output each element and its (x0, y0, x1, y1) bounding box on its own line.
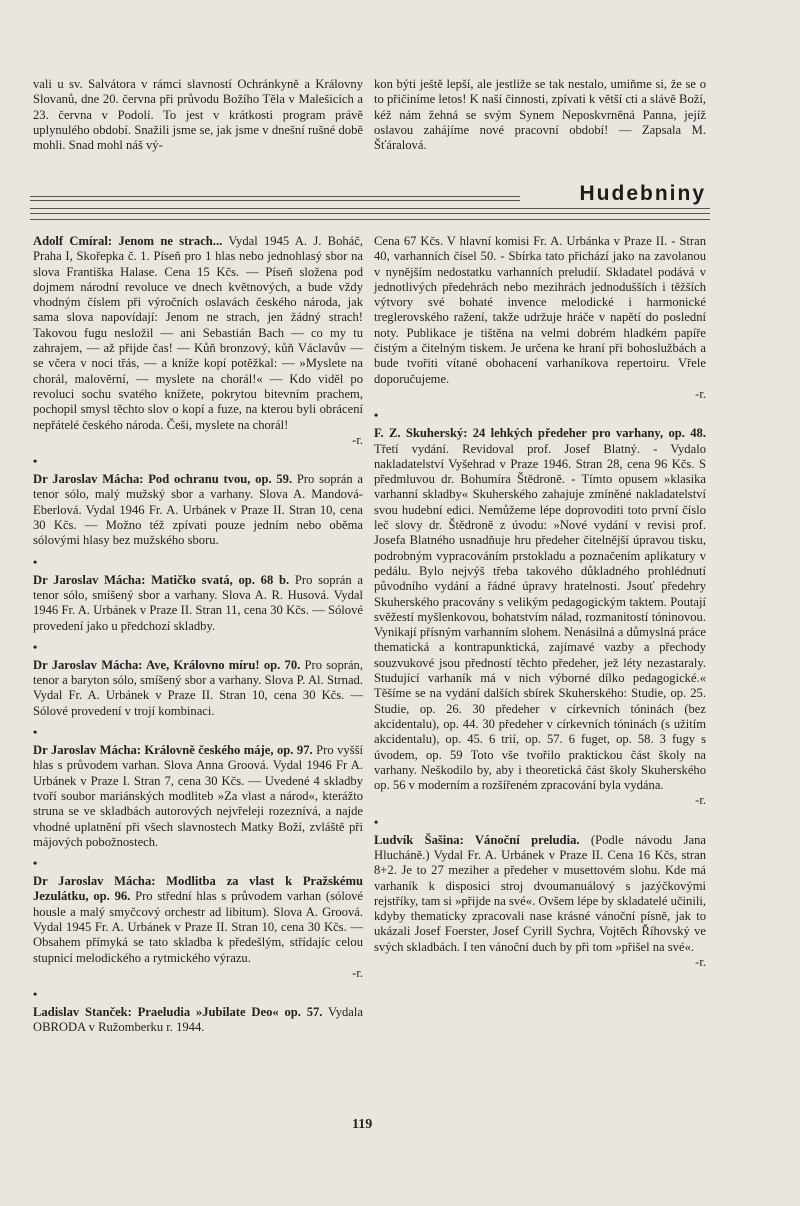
left-column (33, 234, 363, 1040)
entry-title: Ladislav Stanček: Praeludia »Jubilate Deo« op. 57. (33, 1005, 323, 1020)
right-column (374, 234, 706, 974)
review-entry (33, 234, 363, 448)
entry-title: Dr Jaroslav Mácha: Ave, Královno míru! op. 70. (33, 657, 301, 672)
separator-bullet: • (33, 987, 38, 1002)
heading-rule-top (30, 196, 520, 197)
entry-text: Třetí vydání. Revidoval prof. Josef Blatný. - Vydalo nakladatelství Vyšehrad v Praze 1946. Stran 28, cena 96 Kčs. S předmluvou dr. Bohumíra Štědroně. - Tímto opusem »klasika varhanní skladby« Skuherského zahajuje zmíněné nakladatelství svou hudební edici. Nemůžeme lépe doprovoditi toto první číslo leč slovy dr. Štědroně z úvodu: »Nové vydání v revisi prof. Josefa Blatného usnadňuje hru předeher čitelnější úpravou tisku, podrobným vypracováním prstokladu a poznačením aplikatury v pedálu. Bylo nejvýš třeba takového důkladného prohlédnutí původního vydání a řádné úpravy hratelnosti. Jsouť předehry Skuherského pracovány s velikým pedagogickým taktem. Poutají svěžestí myšlenkovou, bohatstvím nálad, rozmanitostí tóninovou. Vynikají přísným varhanním slohem. Nenásilná a důmyslná práce thematická a kontrapunktická, zajímavé vazby a přechody souzvukové jsou předností těchto předeher, jež léty nezastaraly. Studující varhaník má v nich výborné dílko pedagogické.« Těšíme se na vydání dalších sbírek Skuherského: Studie, op. 25. Studie, op. 26. 30 předeher v církevních tóninách (bez akcidentalu), op. 44. 30 předeher v církevních tóninách (s užitím akcidentalu), op. 45. 6 trií, op. 57. 6 fuget, op. 58. 3 fugy s úvodem, op. 59 Toto vše tvořilo praktickou část školy na varhany. Neškodilo by, aby i theoretická část školy Skuherského op. 56 v moderním a rozšířeném zpracování byla vydána. (374, 441, 706, 793)
review-entry (33, 874, 363, 981)
separator-bullet: • (374, 814, 379, 829)
separator-bullet: • (33, 639, 38, 654)
entry-signature: -r. (695, 386, 706, 401)
heading-rule-top-2 (30, 200, 520, 201)
review-entry (33, 1005, 363, 1036)
separator-bullet: • (33, 454, 38, 469)
intro-left-text: vali u sv. Salvátora v rámci slavností Ochránkyně a Královny Slovanů, dne 20. června při průvodu Božího Těla v Malešicích a 23. června v Podolí. To jest v krátkosti program právě uplynulého období. Snažili jsme se, jak jsme v dnešní rušné době mohli. Snad mohl náš vý- (33, 77, 363, 153)
separator-bullet: • (33, 554, 38, 569)
entry-title: Dr Jaroslav Mácha: Pod ochranu tvou, op. 59. (33, 472, 293, 487)
entry-text: Cena 67 Kčs. V hlavní komisi Fr. A. Urbánka v Praze II. - Stran 40, varhanních čísel 50. - Sbírka tato přichází jako na zavolanou v nynějším nedostatku varhanních preludií. Skladatel podává v jednotlivých předehrách nebo mezihrách jednodušších i těžších výtvory své bohaté invence melodické i harmonické treglerovského ražení, takže udržuje hráče v napětí do poslední noty. Publikace je tištěna na velmi dobrém hladkém papíře čistým a čitelným tiskem. Je určena ke hraní při bohoslužbách a bude tvořiti vítané obohacení varhaníkova repertoiru. Vřele doporučujeme. (374, 234, 706, 386)
review-entry (33, 472, 363, 548)
separator-bullet: • (33, 856, 38, 871)
entry-signature: -r. (352, 432, 363, 447)
entry-text: Pro soprán, tenor a baryton sólo, smíšený sbor a varhany. Slova P. Al. Strnad. Vydal Fr. A. Urbánek v Praze II. Stran 10, cena 30 Kčs. — Sólové provedení v trojí kombinaci. (33, 657, 364, 718)
section-title: Hudebniny (579, 182, 706, 205)
entry-title: F. Z. Skuherský: 24 lehkých předeher pro varhany, op. 48. (374, 426, 706, 441)
heading-rule-bottom (30, 219, 710, 220)
intro-left-column (33, 77, 363, 153)
page-number: 119 (352, 1117, 373, 1132)
entry-text: Vydala OBRODA v Ružomberku r. 1944. (33, 1005, 363, 1035)
entry-signature: -r. (695, 955, 706, 970)
entry-text: Pro soprán a tenor sólo, malý mužský sbor a varhany. Slova A. Mandová-Eberlová. Vydal 1946 Fr. A. Urbánek v Praze II. Stran 10, cena 30 Kčs. — Možno též zpívati pouze jedním nebo oběma sólovými hlasy bez mužského sboru. (33, 472, 364, 548)
entry-title: Dr Jaroslav Mácha: Královně českého máje, op. 97. (33, 743, 313, 758)
heading-rule-middle (30, 208, 710, 209)
review-entry (33, 743, 363, 850)
separator-bullet: • (374, 408, 379, 423)
separator-bullet: • (33, 725, 38, 740)
entry-title: Adolf Cmíral: Jenom ne strach... (33, 234, 223, 248)
entry-title: Dr Jaroslav Mácha: Modlitba za vlast k Pražskému Jezulátku, op. 96. (33, 874, 363, 904)
entry-text: Vydal 1945 A. J. Boháč, Praha I, Skořepka č. 1. Píseň pro 1 hlas nebo jednohlasý sbor na slova Františka Halase. Cena 15 Kčs. — Píseň složena pod dojmem národní revoluce ve dnech květnových, a bude vždy vhodným číslem při výročních oslavách českého národa, jak sama slova napovídají: Jenom ne strach, jen žádný strach! Takovou fugu nesložil — ani Sebastián Bach — co my tu zahrajem, — až přijde čas! — Kůň bronzový, kůň Václavův — se včera v noci třás, — a kníže kopí potěžkal: — »Myslete na chorál, malověrní, — myslete na chorál!« — Kdo viděl po revoluci sochu svatého knížete, pokrytou bitevním prachem, pochopil smysl těchto slov o kopí a fuze, na kterou byli obrácení nepřátelé českého národa. Češi, myslete na chorál! (33, 234, 363, 432)
entry-text: Pro soprán a tenor sólo, smíšený sbor a varhany. Slova A. R. Husová. Vydal 1946 Fr. A. Urbánek v Praze II. Stran 11, cena 30 Kčs. — Sólové provedení jako u předchozí skladby. (33, 572, 363, 633)
intro-right-column (374, 77, 706, 153)
entry-text: Pro střední hlas s průvodem varhan (sólové housle a malý smyčcový orchestr ad libitum). Slova A. Groová. Vydal 1945 Fr. A. Urbánek v Praze II. Stran 10, cena 30 Kčs. — Obsahem přímyká se tato skladba k předešlým, střídajíc celou stupnicí melodického a rytmického výrazu. (33, 889, 363, 965)
section-heading (30, 182, 710, 224)
intro-right-text: kon býti ještě lepší, ale jestliže se tak nestalo, umiňme si, že se o to přičiníme letos! K naší činnosti, zpívati k větší cti a slávě Boží, kéž nám žehná se svým Synem Neposkvrněná Panna, jejíž oslavou zahájíme nové pracovní období! — Zapsala M. Šťáralová. (374, 77, 706, 153)
entry-signature: -r. (352, 965, 363, 980)
entry-signature: -r. (695, 793, 706, 808)
review-entry (33, 658, 363, 719)
heading-rule-middle-2 (30, 213, 710, 214)
entry-text: Pro vyšší hlas s průvodem varhan. Slova Anna Groová. Vydal 1946 Fr A. Urbánek v Praze I. Stran 7, cena 30 Kčs. — Uvedené 4 skladby tvoří soubor mariánských modliteb »Za vlast a národ«, kterážto struna se ve skladbách autorových nejvřeleji rozeznívá, a najde vhodné uplatnění při všech slavnostech Matky Boží, zvláště při májových pobožnostech. (33, 743, 364, 849)
review-entry (374, 234, 706, 402)
review-entry (374, 833, 706, 971)
entry-title: Ludvík Šašina: Vánoční preludia. (374, 832, 580, 847)
entry-text: (Podle návodu Jana Hlucháně.) Vydal Fr. A. Urbánek v Praze II. Cena 16 Kčs, stran 8+2. Je to 27 meziher a předeher v musettovém slohu. Kde má varhaník k disposici stroj dvoumanuálový s jazýčkovými rejstříky, tam si »přijde na své«. Ovšem lépe by skladatelé učinili, kdyby thematicky zpracovali nase krásné vánoční písně, jak to ukázali Josef Foerster, Josef Cyrill Sychra, Vojtěch Říhovský ve svých skladbách. I ten vánoční duch by při tom »přišel na své«. (374, 832, 706, 954)
entry-title: Dr Jaroslav Mácha: Matičko svatá, op. 68 b. (33, 572, 290, 587)
review-entry (374, 426, 706, 808)
review-entry (33, 573, 363, 634)
